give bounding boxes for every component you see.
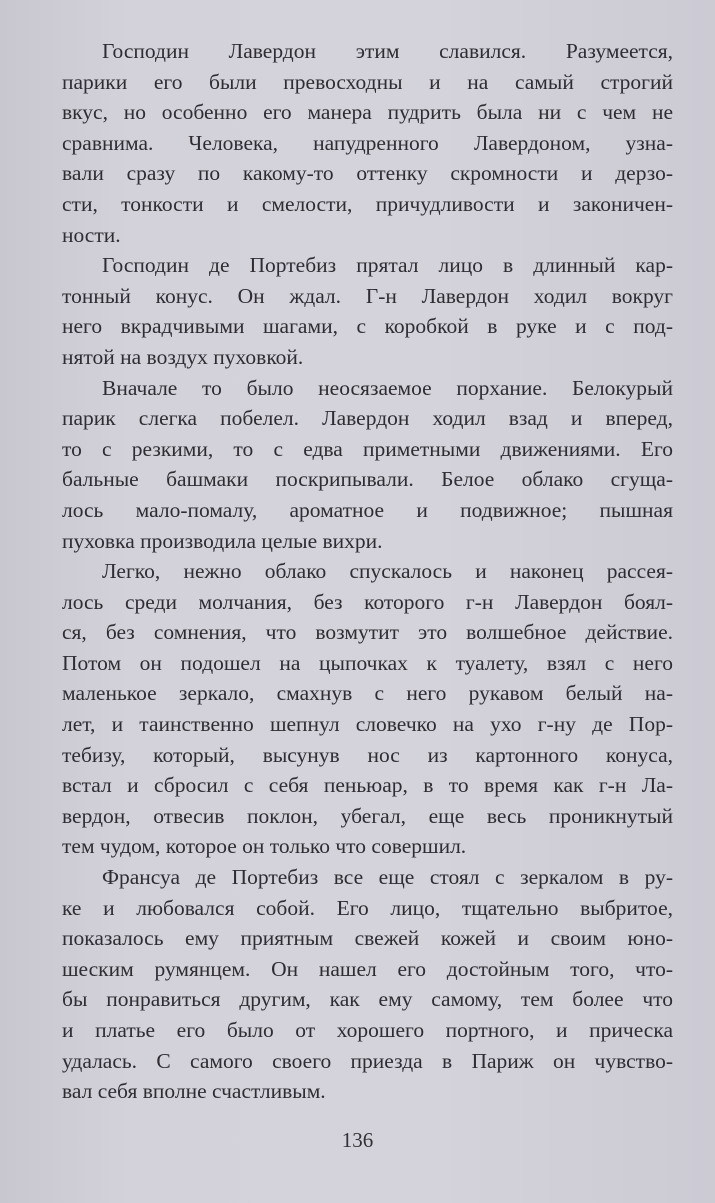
text-line: Вначале то было неосязаемое порхание. Белокурый [102,375,673,400]
text-line: нятой на воздух пуховкой. [62,344,304,369]
text-line: Франсуа де Портебиз все еще стоял с зеркалом в ру- [102,865,673,890]
text-line: парик слегка побелел. Лавердон ходил взад и вперед, [62,406,673,431]
text-line: парики его были превосходны и на самый строгий [62,69,673,94]
text-line: ся, без сомнения, что возмутит это волшебное действие. [62,620,673,645]
text-line: бы понравиться другим, как ему самому, тем более что [62,987,673,1012]
text-line: и платье его было от хорошего портного, и прическа [62,1018,673,1042]
text-line: встал и сбросил с себя пеньюар, в то время как г-н Ла- [62,773,673,798]
text-line: Господин Лавердон этим славился. Разумеется, [102,39,673,63]
paragraph [62,36,673,250]
paragraph [62,250,673,372]
paragraph [62,373,673,557]
text-line: лось среди молчания, без которого г-н Лавердон боял- [62,589,673,614]
paragraph [62,862,673,1107]
text-line: удалась. С самого своего приезда в Париж он чувство- [62,1048,673,1073]
text-line: тем чудом, которое он только что совершил. [62,834,467,859]
text-line: пуховка производила целые вихри. [62,528,383,553]
text-line: шеским румянцем. Он нашел его достойным того, что- [62,956,673,981]
text-line: сравнима. Человека, напудренного Лавердоном, узна- [62,130,673,155]
text-line: ке и любовался собой. Его лицо, тщательно выбритое, [62,895,673,920]
text-line: вердон, отвесив поклон, убегал, еще весь проникнутый [62,803,673,828]
text-line: то с резкими, то с едва приметными движениями. Его [62,436,673,461]
text-line: ности. [62,222,121,247]
text-line: бальные башмаки поскрипывали. Белое облако сгуща- [62,467,673,492]
text-line: Легко, нежно облако спускалось и наконец рассея- [102,559,673,584]
text-line: тебизу, который, высунув нос из картонного конуса, [62,742,673,767]
page-number: 136 [341,1128,374,1152]
text-line: маленькое зеркало, смахнув с него рукавом белый на- [62,681,673,706]
text-line: вкус, но особенно его манера пудрить была ни с чем не [62,100,673,125]
text-line: тонный конус. Он ждал. Г-н Лавердон ходил вокруг [62,283,673,308]
text-line: вали сразу по какому-то оттенку скромности и дерзо- [62,161,673,186]
body-text [62,36,673,1107]
text-line: лось мало-помалу, ароматное и подвижное; пышная [62,497,673,522]
text-line: него вкрадчивыми шагами, с коробкой в руке и с под- [62,314,673,339]
text-line: сти, тонкости и смелости, причудливости и законичен- [62,191,673,216]
text-line: Потом он подошел на цыпочках к туалету, взял с него [62,650,673,675]
text-line: показалось ему приятным свежей кожей и своим юно- [62,926,673,951]
text-line: лет, и таинственно шепнул словечко на ухо г-ну де Пор- [62,712,673,737]
text-line: вал себя вполне счастливым. [62,1079,326,1104]
text-line: Господин де Портебиз прятал лицо в длинный кар- [102,253,673,278]
paragraph [62,556,673,862]
